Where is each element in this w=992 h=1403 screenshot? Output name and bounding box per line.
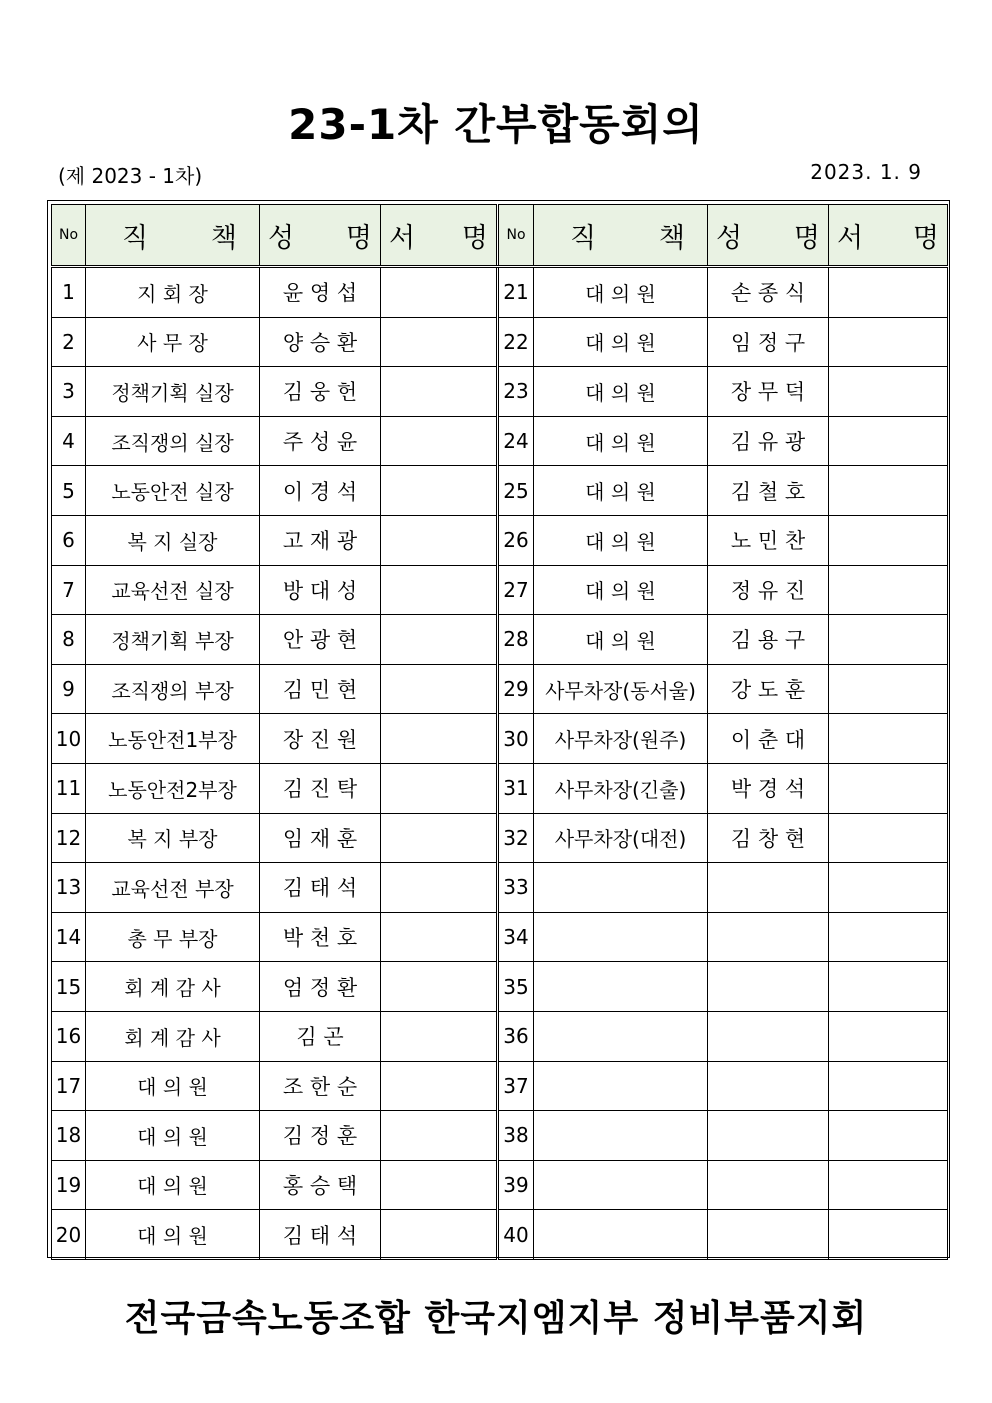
name-cell: 김 곤 bbox=[260, 1011, 381, 1061]
attendance-table bbox=[51, 204, 948, 1260]
table-row bbox=[52, 1160, 948, 1210]
name-cell: 김 민 현 bbox=[260, 664, 381, 714]
position-cell bbox=[534, 1061, 708, 1111]
row-number: 39 bbox=[498, 1160, 534, 1210]
row-number: 15 bbox=[52, 962, 86, 1012]
signature-cell[interactable] bbox=[381, 267, 498, 318]
row-number: 1 bbox=[52, 267, 86, 318]
signature-cell[interactable] bbox=[381, 1111, 498, 1161]
signature-cell[interactable] bbox=[829, 267, 948, 318]
signature-cell[interactable] bbox=[381, 664, 498, 714]
row-number: 13 bbox=[52, 863, 86, 913]
position-cell bbox=[534, 1160, 708, 1210]
name-cell bbox=[708, 912, 829, 962]
table-row bbox=[52, 367, 948, 417]
table-row bbox=[52, 962, 948, 1012]
table-row bbox=[52, 317, 948, 367]
signature-cell[interactable] bbox=[381, 863, 498, 913]
row-number: 14 bbox=[52, 912, 86, 962]
signature-cell[interactable] bbox=[829, 763, 948, 813]
position-cell: 대 의 원 bbox=[534, 367, 708, 417]
signature-cell[interactable] bbox=[829, 317, 948, 367]
position-cell: 대 의 원 bbox=[534, 565, 708, 615]
name-cell bbox=[708, 1111, 829, 1161]
row-number: 36 bbox=[498, 1011, 534, 1061]
position-cell: 조직쟁의 부장 bbox=[86, 664, 260, 714]
name-cell bbox=[708, 1061, 829, 1111]
signature-cell[interactable] bbox=[829, 565, 948, 615]
table-row bbox=[52, 466, 948, 516]
position-cell: 대 의 원 bbox=[86, 1210, 260, 1260]
table-row bbox=[52, 664, 948, 714]
table-row bbox=[52, 863, 948, 913]
name-cell: 손 종 식 bbox=[708, 267, 829, 318]
row-number: 32 bbox=[498, 813, 534, 863]
meeting-date: 2023. 1. 9 bbox=[810, 160, 922, 184]
position-cell: 대 의 원 bbox=[86, 1160, 260, 1210]
signature-cell[interactable] bbox=[829, 466, 948, 516]
signature-cell[interactable] bbox=[829, 416, 948, 466]
name-cell: 안 광 현 bbox=[260, 615, 381, 665]
signature-cell[interactable] bbox=[381, 466, 498, 516]
signature-cell[interactable] bbox=[381, 763, 498, 813]
position-cell: 대 의 원 bbox=[534, 515, 708, 565]
signature-cell[interactable] bbox=[381, 912, 498, 962]
signature-cell[interactable] bbox=[381, 1160, 498, 1210]
signature-cell[interactable] bbox=[381, 813, 498, 863]
signature-cell[interactable] bbox=[829, 863, 948, 913]
name-cell: 김 용 구 bbox=[708, 615, 829, 665]
position-cell: 사무차장(동서울) bbox=[534, 664, 708, 714]
row-number: 19 bbox=[52, 1160, 86, 1210]
position-cell bbox=[534, 1111, 708, 1161]
header-no-left: No bbox=[52, 205, 86, 267]
name-cell: 정 유 진 bbox=[708, 565, 829, 615]
document-title: 23-1차 간부합동회의 bbox=[288, 100, 704, 149]
position-cell: 노동안전1부장 bbox=[86, 714, 260, 764]
name-cell bbox=[708, 1011, 829, 1061]
position-cell: 교육선전 실장 bbox=[86, 565, 260, 615]
signature-cell[interactable] bbox=[829, 1061, 948, 1111]
name-cell: 양 승 환 bbox=[260, 317, 381, 367]
row-number: 8 bbox=[52, 615, 86, 665]
position-cell: 대 의 원 bbox=[86, 1061, 260, 1111]
row-number: 29 bbox=[498, 664, 534, 714]
row-number: 10 bbox=[52, 714, 86, 764]
table-row bbox=[52, 1061, 948, 1111]
position-cell: 총 무 부장 bbox=[86, 912, 260, 962]
position-cell: 대 의 원 bbox=[534, 267, 708, 318]
row-number: 31 bbox=[498, 763, 534, 813]
name-cell: 주 성 윤 bbox=[260, 416, 381, 466]
table-row bbox=[52, 714, 948, 764]
position-cell: 대 의 원 bbox=[534, 317, 708, 367]
row-number: 40 bbox=[498, 1210, 534, 1260]
row-number: 38 bbox=[498, 1111, 534, 1161]
signature-cell[interactable] bbox=[381, 615, 498, 665]
position-cell: 정책기획 실장 bbox=[86, 367, 260, 417]
signature-cell[interactable] bbox=[829, 813, 948, 863]
position-cell bbox=[534, 863, 708, 913]
table-row bbox=[52, 1011, 948, 1061]
signature-cell[interactable] bbox=[381, 367, 498, 417]
name-cell: 노 민 찬 bbox=[708, 515, 829, 565]
row-number: 25 bbox=[498, 466, 534, 516]
name-cell: 김 창 현 bbox=[708, 813, 829, 863]
name-cell: 박 경 석 bbox=[708, 763, 829, 813]
position-cell: 정책기획 부장 bbox=[86, 615, 260, 665]
row-number: 34 bbox=[498, 912, 534, 962]
row-number: 18 bbox=[52, 1111, 86, 1161]
table-row bbox=[52, 763, 948, 813]
signature-cell[interactable] bbox=[829, 615, 948, 665]
header-signature-left: 서 명 bbox=[381, 205, 498, 267]
name-cell: 이 경 석 bbox=[260, 466, 381, 516]
row-number: 30 bbox=[498, 714, 534, 764]
signature-cell[interactable] bbox=[381, 1210, 498, 1260]
name-cell: 김 태 석 bbox=[260, 863, 381, 913]
position-cell: 사 무 장 bbox=[86, 317, 260, 367]
position-cell: 복 지 실장 bbox=[86, 515, 260, 565]
name-cell: 조 한 순 bbox=[260, 1061, 381, 1111]
header-row bbox=[52, 205, 948, 267]
table-row bbox=[52, 267, 948, 318]
signature-cell[interactable] bbox=[829, 1111, 948, 1161]
position-cell bbox=[534, 912, 708, 962]
name-cell: 임 정 구 bbox=[708, 317, 829, 367]
name-cell: 고 재 광 bbox=[260, 515, 381, 565]
position-cell: 지 회 장 bbox=[86, 267, 260, 318]
name-cell: 이 춘 대 bbox=[708, 714, 829, 764]
name-cell: 김 철 호 bbox=[708, 466, 829, 516]
name-cell: 김 태 석 bbox=[260, 1210, 381, 1260]
signature-cell[interactable] bbox=[381, 317, 498, 367]
position-cell: 교육선전 부장 bbox=[86, 863, 260, 913]
row-number: 24 bbox=[498, 416, 534, 466]
name-cell: 장 진 원 bbox=[260, 714, 381, 764]
row-number: 26 bbox=[498, 515, 534, 565]
organization-name: 전국금속노동조합 한국지엠지부 정비부품지회 bbox=[124, 1298, 868, 1339]
signature-cell[interactable] bbox=[829, 714, 948, 764]
signature-cell[interactable] bbox=[381, 962, 498, 1012]
signature-cell[interactable] bbox=[829, 515, 948, 565]
position-cell: 노동안전2부장 bbox=[86, 763, 260, 813]
signature-cell[interactable] bbox=[829, 367, 948, 417]
row-number: 11 bbox=[52, 763, 86, 813]
position-cell bbox=[534, 1210, 708, 1260]
table-row bbox=[52, 813, 948, 863]
name-cell bbox=[708, 1160, 829, 1210]
signature-cell[interactable] bbox=[381, 1011, 498, 1061]
header-position-right: 직 책 bbox=[534, 205, 708, 267]
name-cell bbox=[708, 863, 829, 913]
signature-cell[interactable] bbox=[381, 714, 498, 764]
row-number: 5 bbox=[52, 466, 86, 516]
signature-cell[interactable] bbox=[381, 565, 498, 615]
row-number: 33 bbox=[498, 863, 534, 913]
name-cell: 김 정 훈 bbox=[260, 1111, 381, 1161]
position-cell: 대 의 원 bbox=[534, 615, 708, 665]
name-cell: 장 무 덕 bbox=[708, 367, 829, 417]
signature-cell[interactable] bbox=[381, 1061, 498, 1111]
row-number: 17 bbox=[52, 1061, 86, 1111]
name-cell: 김 유 광 bbox=[708, 416, 829, 466]
name-cell: 박 천 호 bbox=[260, 912, 381, 962]
position-cell: 대 의 원 bbox=[86, 1111, 260, 1161]
header-name-right: 성 명 bbox=[708, 205, 829, 267]
name-cell: 홍 승 택 bbox=[260, 1160, 381, 1210]
header-no-right: No bbox=[498, 205, 534, 267]
header-position-left: 직 책 bbox=[86, 205, 260, 267]
name-cell: 임 재 훈 bbox=[260, 813, 381, 863]
row-number: 3 bbox=[52, 367, 86, 417]
table-row bbox=[52, 1111, 948, 1161]
row-number: 21 bbox=[498, 267, 534, 318]
position-cell: 대 의 원 bbox=[534, 416, 708, 466]
name-cell: 엄 정 환 bbox=[260, 962, 381, 1012]
header-signature-right: 서 명 bbox=[829, 205, 948, 267]
issue-number: (제 2023 - 1차) bbox=[58, 164, 203, 188]
position-cell: 복 지 부장 bbox=[86, 813, 260, 863]
row-number: 28 bbox=[498, 615, 534, 665]
position-cell: 회 계 감 사 bbox=[86, 962, 260, 1012]
row-number: 23 bbox=[498, 367, 534, 417]
position-cell: 사무차장(원주) bbox=[534, 714, 708, 764]
signature-cell[interactable] bbox=[829, 1160, 948, 1210]
row-number: 16 bbox=[52, 1011, 86, 1061]
position-cell: 노동안전 실장 bbox=[86, 466, 260, 516]
row-number: 35 bbox=[498, 962, 534, 1012]
signature-cell[interactable] bbox=[381, 515, 498, 565]
signature-cell[interactable] bbox=[829, 1011, 948, 1061]
name-cell bbox=[708, 962, 829, 1012]
table-row bbox=[52, 912, 948, 962]
name-cell: 방 대 성 bbox=[260, 565, 381, 615]
name-cell: 김 진 탁 bbox=[260, 763, 381, 813]
row-number: 12 bbox=[52, 813, 86, 863]
position-cell: 대 의 원 bbox=[534, 466, 708, 516]
table-row bbox=[52, 1210, 948, 1260]
signature-cell[interactable] bbox=[381, 416, 498, 466]
name-cell: 김 웅 헌 bbox=[260, 367, 381, 417]
position-cell: 사무차장(긴출) bbox=[534, 763, 708, 813]
header-name-left: 성 명 bbox=[260, 205, 381, 267]
name-cell bbox=[708, 1210, 829, 1260]
row-number: 7 bbox=[52, 565, 86, 615]
table-row bbox=[52, 515, 948, 565]
position-cell: 사무차장(대전) bbox=[534, 813, 708, 863]
row-number: 22 bbox=[498, 317, 534, 367]
table-row bbox=[52, 615, 948, 665]
row-number: 27 bbox=[498, 565, 534, 615]
name-cell: 윤 영 섭 bbox=[260, 267, 381, 318]
position-cell: 조직쟁의 실장 bbox=[86, 416, 260, 466]
name-cell: 강 도 훈 bbox=[708, 664, 829, 714]
table-row bbox=[52, 565, 948, 615]
row-number: 6 bbox=[52, 515, 86, 565]
row-number: 9 bbox=[52, 664, 86, 714]
row-number: 20 bbox=[52, 1210, 86, 1260]
signature-cell[interactable] bbox=[829, 664, 948, 714]
position-cell bbox=[534, 1011, 708, 1061]
row-number: 4 bbox=[52, 416, 86, 466]
signature-cell[interactable] bbox=[829, 1210, 948, 1260]
row-number: 37 bbox=[498, 1061, 534, 1111]
table-row bbox=[52, 416, 948, 466]
signature-cell[interactable] bbox=[829, 912, 948, 962]
position-cell bbox=[534, 962, 708, 1012]
signature-cell[interactable] bbox=[829, 962, 948, 1012]
position-cell: 회 계 감 사 bbox=[86, 1011, 260, 1061]
row-number: 2 bbox=[52, 317, 86, 367]
